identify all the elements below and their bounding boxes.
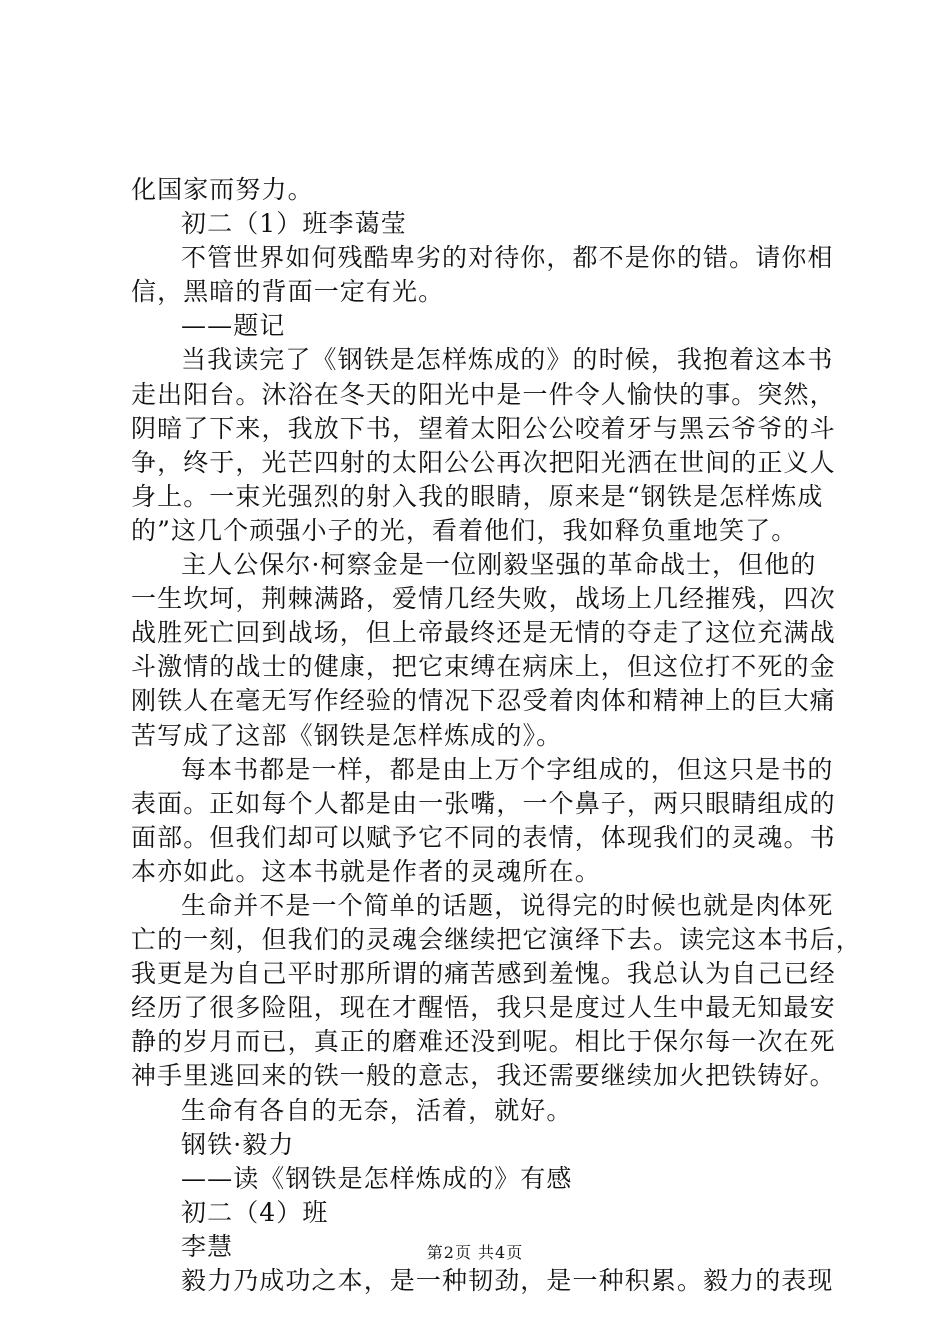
text-line: 化国家而努力。	[131, 175, 314, 204]
text-line: 走出阳台。沐浴在冬天的阳光中是一件令人愉快的事。突然，	[131, 379, 836, 409]
text-line: 初二（4）班	[181, 1197, 329, 1227]
text-line: 斗激情的战士的健康，把它束缚在病床上，但这位打不死的金	[131, 652, 836, 682]
text-line: 静的岁月而已，真正的磨难还没到呢。相比于保尔每一次在死	[131, 1027, 836, 1057]
text-line: 一生坎坷，荆棘满路，爱情几经失败，战场上几经摧残，四次	[131, 584, 836, 614]
text-line: 钢铁·毅力	[181, 1129, 295, 1159]
text-line: 刚铁人在毫无写作经验的情况下忍受着肉体和精神上的巨大痛	[131, 686, 836, 716]
text-line: 我更是为自己平时那所谓的痛苦感到羞愧。我总认为自己已经	[131, 959, 836, 989]
text-line: ——读《钢铁是怎样炼成的》有感	[181, 1163, 573, 1193]
text-line: 亡的一刻，但我们的灵魂会继续把它演绎下去。读完这本书后，	[131, 925, 862, 955]
text-line: 表面。正如每个人都是由一张嘴，一个鼻子，两只眼睛组成的	[131, 788, 836, 818]
text-line: 战胜死亡回到战场，但上帝最终还是无情的夺走了这位充满战	[131, 618, 836, 648]
text-line: 当我读完了《钢铁是怎样炼成的》的时候，我抱着这本书	[181, 345, 834, 375]
text-line: 神手里逃回来的铁一般的意志，我还需要继续加火把铁铸好。	[131, 1061, 836, 1091]
text-line: 经历了很多险阻，现在才醒悟，我只是度过人生中最无知最安	[131, 993, 836, 1023]
text-line: 信，黑暗的背面一定有光。	[131, 277, 445, 307]
text-line: 生命并不是一个简单的话题，说得完的时候也就是肉体死	[181, 890, 834, 920]
text-line: 争，终于，光芒四射的太阳公公再次把阳光洒在世间的正义人	[131, 447, 836, 477]
text-line: 李慧	[181, 1231, 234, 1261]
text-line: ——题记	[181, 311, 286, 341]
text-line: 阴暗了下来，我放下书，望着太阳公公咬着牙与黑云爷爷的斗	[131, 413, 836, 443]
page-footer: 第2页 共4页	[426, 1243, 524, 1262]
text-line: 的”这几个顽强小子的光，看着他们，我如释负重地笑了。	[131, 515, 798, 545]
text-line: 身上。一束光强烈的射入我的眼睛，原来是“钢铁是怎样炼成	[131, 481, 824, 511]
text-line: 生命有各自的无奈，活着，就好。	[181, 1095, 573, 1125]
text-line: 面部。但我们却可以赋予它不同的表情，体现我们的灵魂。书	[131, 822, 836, 852]
text-line: 每本书都是一样，都是由上万个字组成的，但这只是书的	[181, 754, 834, 784]
text-line: 本亦如此。这本书就是作者的灵魂所在。	[131, 856, 601, 886]
text-line: 苦写成了这部《钢铁是怎样炼成的》。	[131, 720, 563, 750]
text-line: 主人公保尔·柯察金是一位刚毅坚强的革命战士，但他的	[181, 550, 817, 580]
text-line: 毅力乃成功之本，是一种韧劲，是一种积累。毅力的表现	[181, 1266, 834, 1295]
document-body	[131, 173, 862, 1298]
text-line: 初二（1）班李蔼莹	[181, 209, 407, 239]
text-line: 不管世界如何残酷卑劣的对待你，都不是你的错。请你相	[181, 243, 834, 273]
